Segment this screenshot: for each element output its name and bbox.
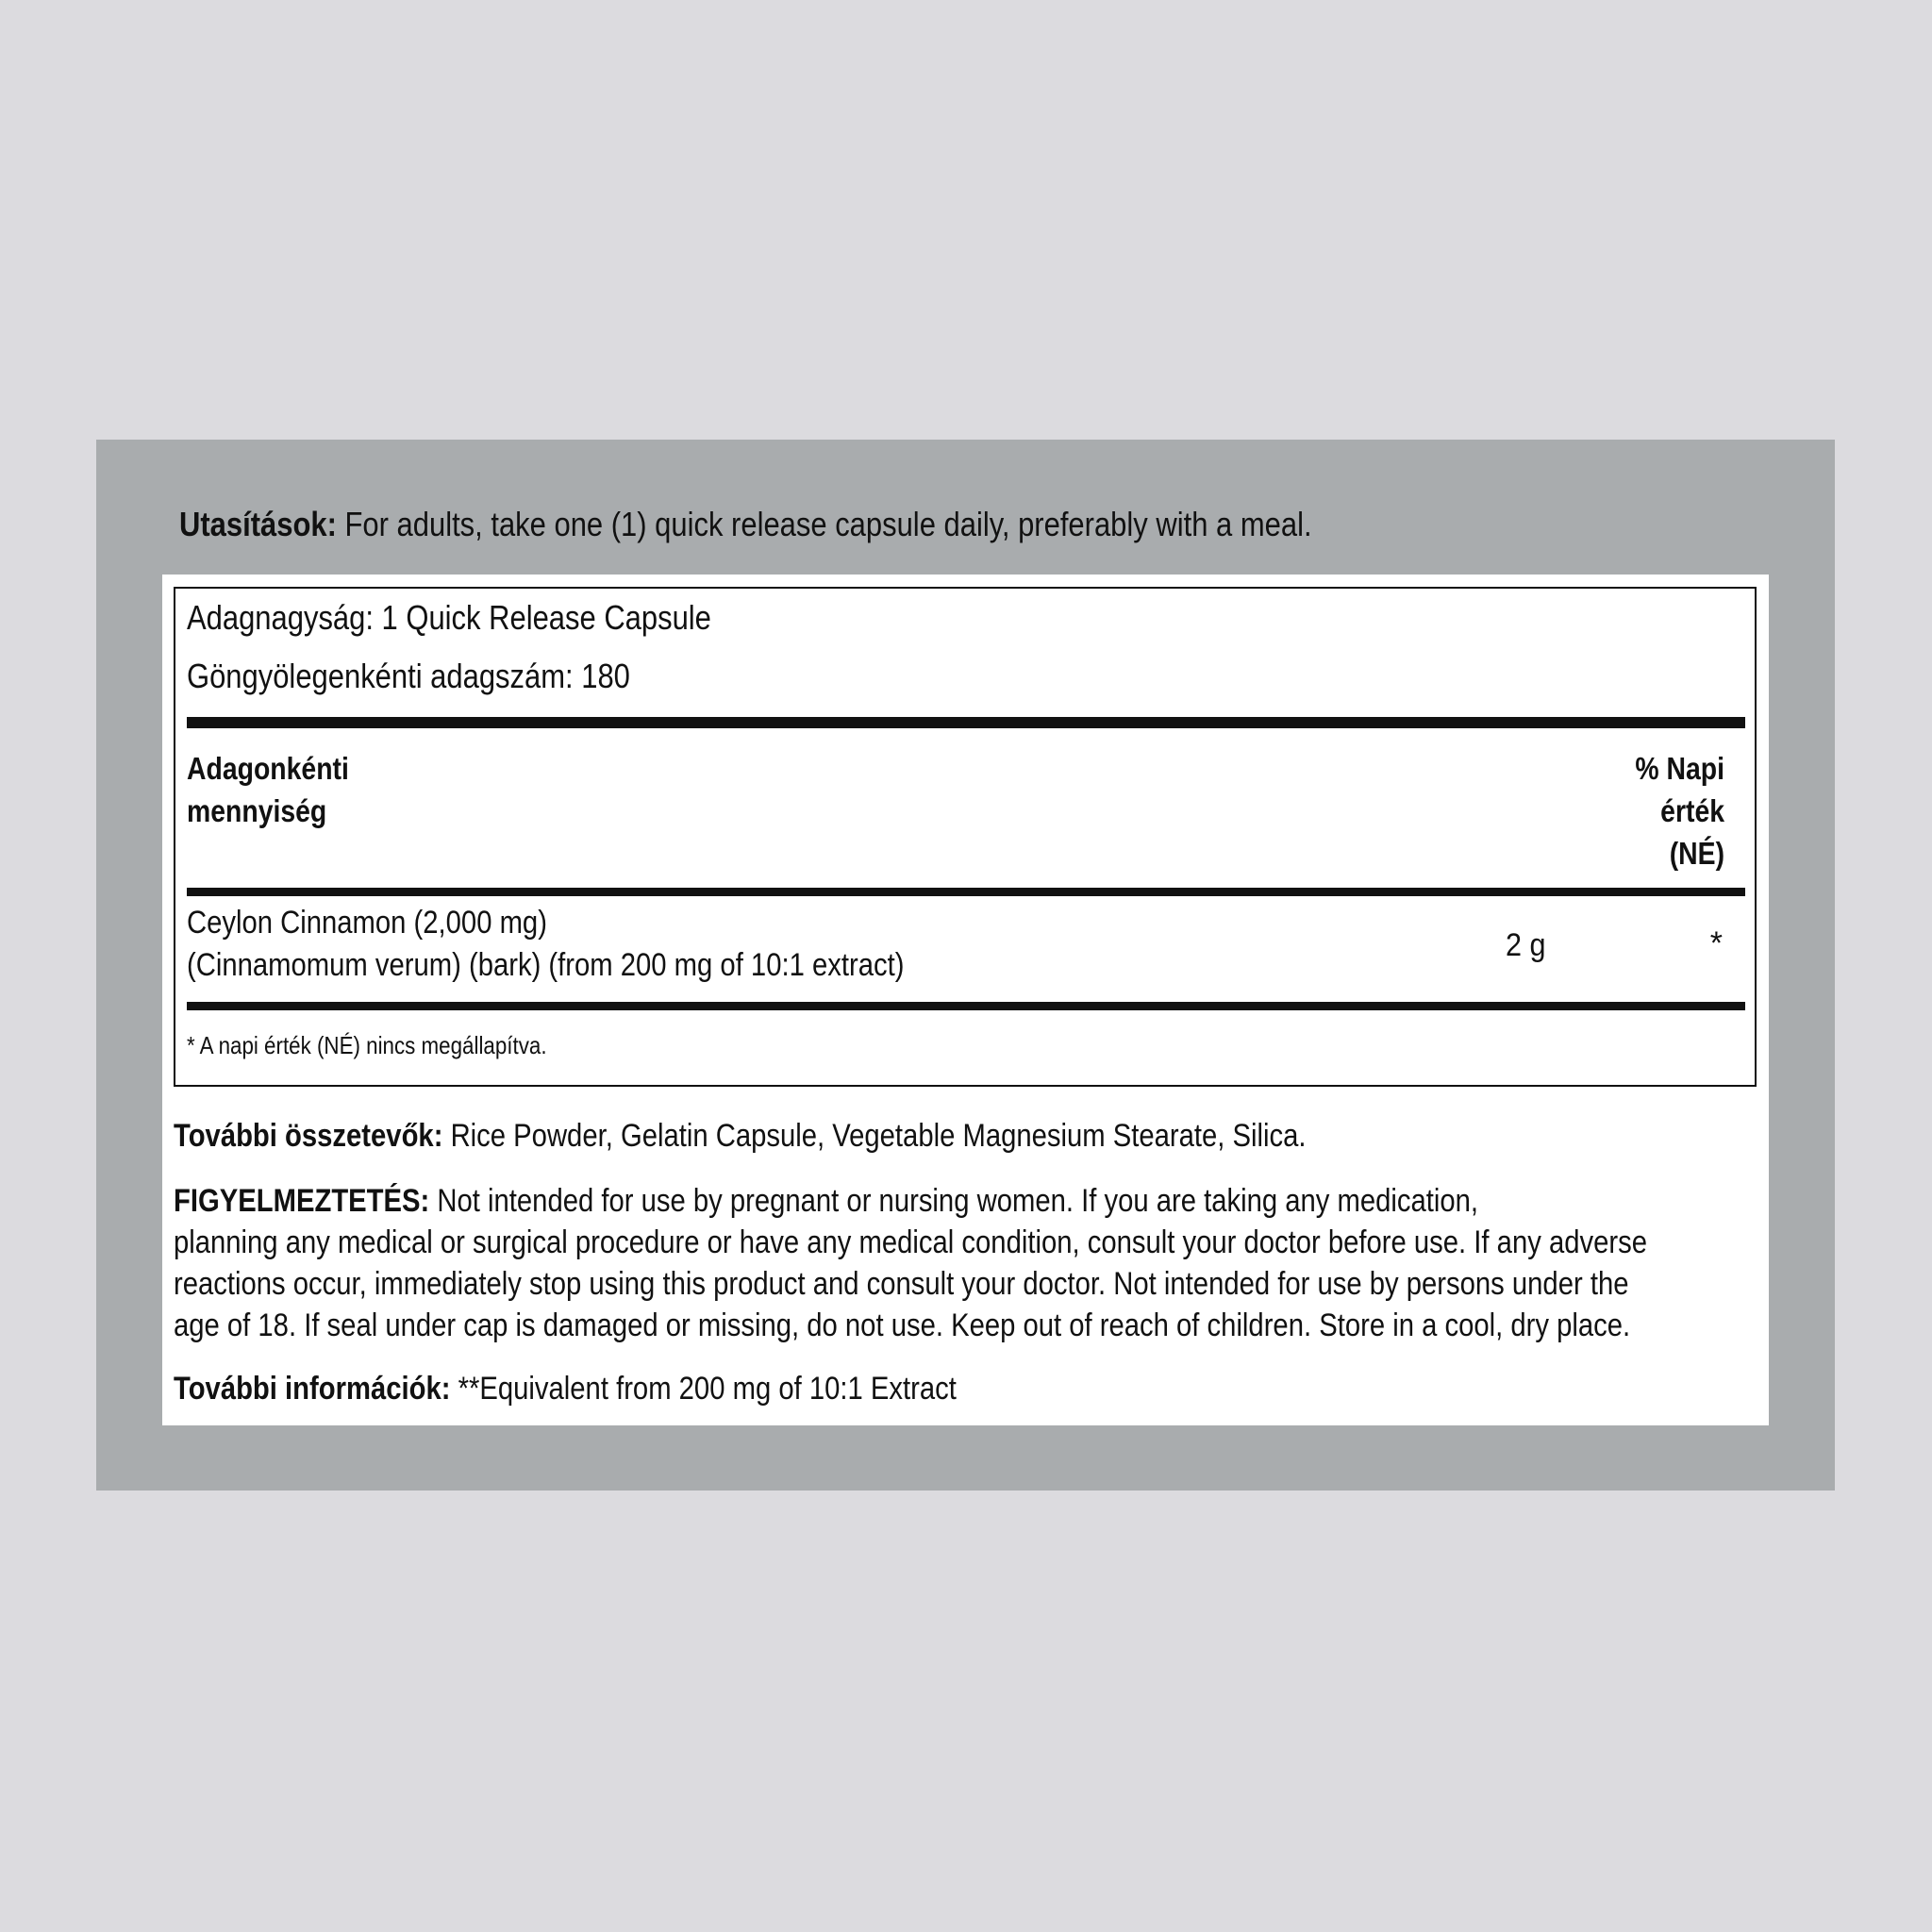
other-ingredients-text: Rice Powder, Gelatin Capsule, Vegetable Magnesium Stearate, Silica. bbox=[442, 1118, 1307, 1154]
amount-header-line2: mennyiség bbox=[187, 793, 327, 828]
dv-header-line1: % Napi bbox=[1635, 751, 1724, 786]
daily-value-header bbox=[1635, 747, 1724, 874]
servings-per-container: Göngyölegenkénti adagszám: 180 bbox=[187, 657, 630, 695]
amount-header-line1: Adagonkénti bbox=[187, 751, 349, 786]
other-ingredients-label: További összetevők: bbox=[174, 1118, 443, 1154]
other-ingredients bbox=[174, 1115, 1307, 1157]
ingredient-detail: (Cinnamomum verum) (bark) (from 200 mg of 10:1 extract) bbox=[187, 947, 905, 983]
more-info-label: További információk: bbox=[174, 1371, 451, 1407]
amount-per-serving-header bbox=[187, 747, 349, 832]
supplement-facts-box bbox=[174, 587, 1757, 1087]
directions-body: For adults, take one (1) quick release capsule daily, preferably with a meal. bbox=[336, 505, 1312, 543]
warning bbox=[174, 1180, 1647, 1346]
ingredient-amount: 2 g bbox=[1506, 927, 1546, 963]
warning-line4: age of 18. If seal under cap is damaged or missing, do not use. Keep out of reach of children. Store in a cool, dry place. bbox=[174, 1307, 1631, 1343]
warning-label: FIGYELMEZTETÉS: bbox=[174, 1183, 430, 1219]
warning-line1: Not intended for use by pregnant or nursing women. If you are taking any medication, bbox=[429, 1183, 1479, 1219]
ingredient-name: Ceylon Cinnamon (2,000 mg) bbox=[187, 905, 547, 941]
dv-header-line3: (NÉ) bbox=[1669, 836, 1724, 871]
serving-size: Adagnagyság: 1 Quick Release Capsule bbox=[187, 598, 711, 637]
warning-line2: planning any medical or surgical procedure or have any medical condition, consult your doctor before use. If any adverse bbox=[174, 1224, 1647, 1260]
dv-header-line2: érték bbox=[1660, 793, 1724, 828]
warning-line3: reactions occur, immediately stop using this product and consult your doctor. Not intended for use by persons under the bbox=[174, 1266, 1629, 1302]
footnote: * A napi érték (NÉ) nincs megállapítva. bbox=[187, 1031, 547, 1059]
ingredient-daily-value: * bbox=[1709, 925, 1723, 961]
header-divider bbox=[187, 888, 1745, 896]
directions-text bbox=[179, 500, 1558, 549]
thick-divider bbox=[187, 717, 1745, 728]
directions-label: Utasítások: bbox=[179, 505, 337, 543]
more-info-text: **Equivalent from 200 mg of 10:1 Extract bbox=[450, 1371, 957, 1407]
ingredient-row bbox=[187, 902, 904, 987]
more-info bbox=[174, 1368, 957, 1409]
bottom-divider bbox=[187, 1002, 1745, 1010]
